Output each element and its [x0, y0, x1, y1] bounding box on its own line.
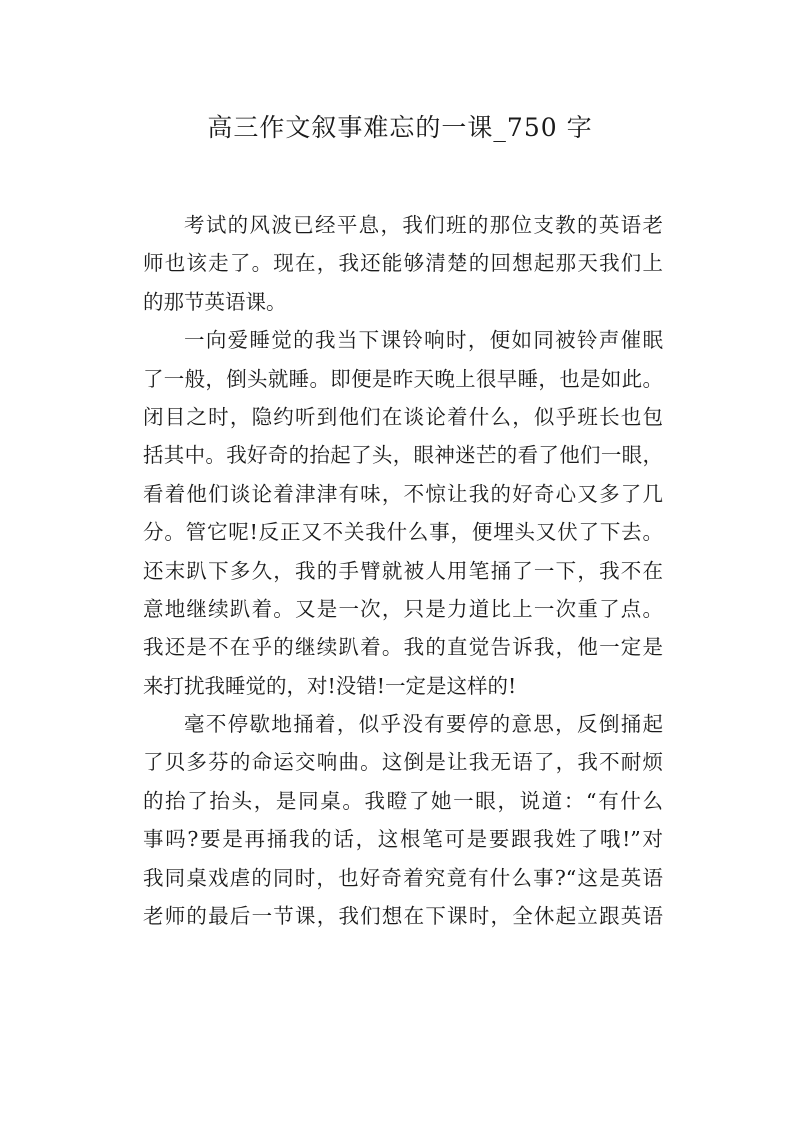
paragraph-line: 一向爱睡觉的我当下课铃响时，便如同被铃声催眠: [184, 328, 663, 353]
paragraph-line: 的抬了抬头，是同桌。我瞪了她一眼，说道：“有什么: [143, 788, 663, 813]
paragraph-line: 分。管它呢!反正又不关我什么事，便埋头又伏了下去。: [143, 520, 663, 545]
paragraph-line: 了一般，倒头就睡。即便是昨天晚上很早睡，也是如此。: [143, 366, 663, 391]
paragraph-line: 我同桌戏虐的同时，也好奇着究竟有什么事?“这是英语: [143, 865, 663, 890]
paragraph-line: 的那节英语课。: [143, 289, 287, 314]
paragraph-line: 闭目之时，隐约听到他们在谈论着什么，似乎班长也包: [143, 404, 663, 429]
paragraph-line: 还末趴下多久，我的手臂就被人用笔捅了一下，我不在: [143, 558, 663, 583]
paragraph-line: 师也该走了。现在，我还能够清楚的回想起那天我们上: [143, 251, 663, 276]
paragraph-line: 毫不停歇地捅着，似乎没有要停的意思，反倒捅起: [184, 712, 663, 737]
paragraph-line: 了贝多芬的命运交响曲。这倒是让我无语了，我不耐烦: [143, 750, 663, 775]
paragraph-line: 我还是不在乎的继续趴着。我的直觉告诉我，他一定是: [143, 635, 663, 660]
paragraph-line: 括其中。我好奇的抬起了头，眼神迷芒的看了他们一眼，: [143, 443, 663, 468]
paragraph-line: 来打扰我睡觉的，对!没错!一定是这样的!: [143, 673, 517, 698]
paragraph-line: 意地继续趴着。又是一次，只是力道比上一次重了点。: [143, 596, 663, 621]
document-title: 高三作文叙事难忘的一课_750 字: [207, 113, 593, 142]
paragraph-line: 事吗?要是再捅我的话，这根笔可是要跟我姓了哦!”对: [143, 827, 663, 852]
document-body: [143, 206, 663, 935]
paragraph-line: 老师的最后一节课，我们想在下课时，全休起立跟英语: [143, 904, 663, 929]
paragraph-line: 考试的风波已经平息，我们班的那位支教的英语老: [184, 213, 663, 237]
paragraph-line: 看着他们谈论着津津有味，不惊让我的好奇心又多了几: [143, 481, 663, 506]
